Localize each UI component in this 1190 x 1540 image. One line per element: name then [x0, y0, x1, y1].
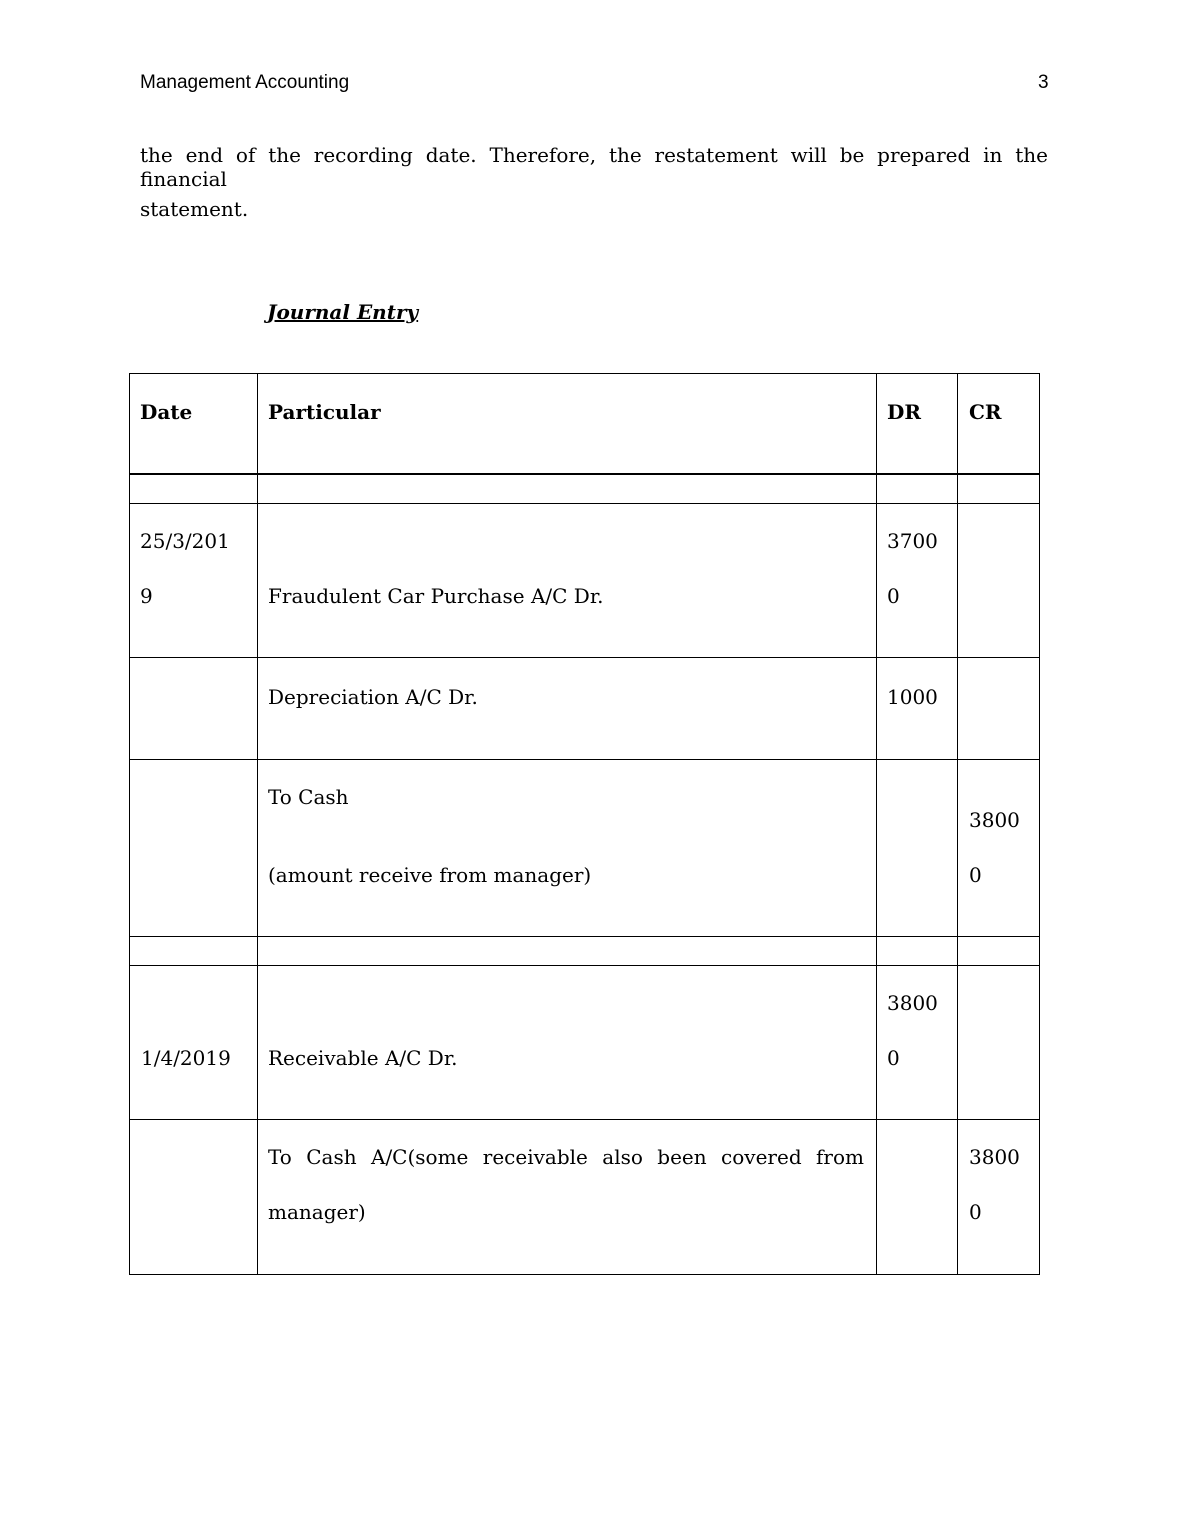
table-border	[129, 373, 1040, 1275]
row3-cr-line2: 0	[969, 863, 982, 887]
column-divider-particular	[876, 373, 877, 1275]
row4-date: 1/4/2019	[141, 1046, 231, 1070]
row1-dr-line2: 0	[887, 584, 900, 608]
row5-particular-line2: manager)	[268, 1200, 366, 1224]
paragraph-line-2: statement.	[140, 197, 249, 221]
row4-dr-line2: 0	[887, 1046, 900, 1070]
row2-dr: 1000	[887, 685, 938, 709]
running-header-title: Management Accounting	[140, 72, 350, 93]
page-number: 3	[1038, 72, 1049, 93]
row-divider	[129, 503, 1040, 504]
row4-dr-line1: 3800	[887, 991, 938, 1015]
row1-date-line2: 9	[140, 584, 153, 608]
paragraph-line-1: the end of the recording date. Therefore, the restatement will be prepared in the financial	[140, 143, 1048, 191]
row4-particular: Receivable A/C Dr.	[268, 1046, 458, 1070]
row3-particular-line2: (amount receive from manager)	[268, 863, 592, 887]
row3-particular-line1: To Cash	[268, 785, 349, 809]
row-divider	[129, 965, 1040, 966]
row-divider	[129, 759, 1040, 760]
row1-dr-line1: 3700	[887, 529, 938, 553]
row-divider	[129, 1119, 1040, 1120]
header-row-divider	[129, 473, 1040, 475]
column-divider-date	[257, 373, 258, 1275]
row5-cr-line1: 3800	[969, 1145, 1020, 1169]
header-particular: Particular	[268, 400, 381, 424]
row-divider	[129, 657, 1040, 658]
row-divider	[129, 936, 1040, 937]
row3-cr-line1: 3800	[969, 808, 1020, 832]
row1-particular: Fraudulent Car Purchase A/C Dr.	[268, 584, 604, 608]
row5-cr-line2: 0	[969, 1200, 982, 1224]
header-dr: DR	[887, 400, 921, 424]
section-title: Journal Entry	[267, 300, 419, 324]
header-date: Date	[140, 400, 193, 424]
row5-particular-line1: To Cash A/C(some receivable also been covered from	[268, 1145, 864, 1169]
column-divider-dr	[957, 373, 958, 1275]
header-cr: CR	[969, 400, 1002, 424]
row1-date-line1: 25/3/201	[140, 529, 230, 553]
row2-particular: Depreciation A/C Dr.	[268, 685, 478, 709]
